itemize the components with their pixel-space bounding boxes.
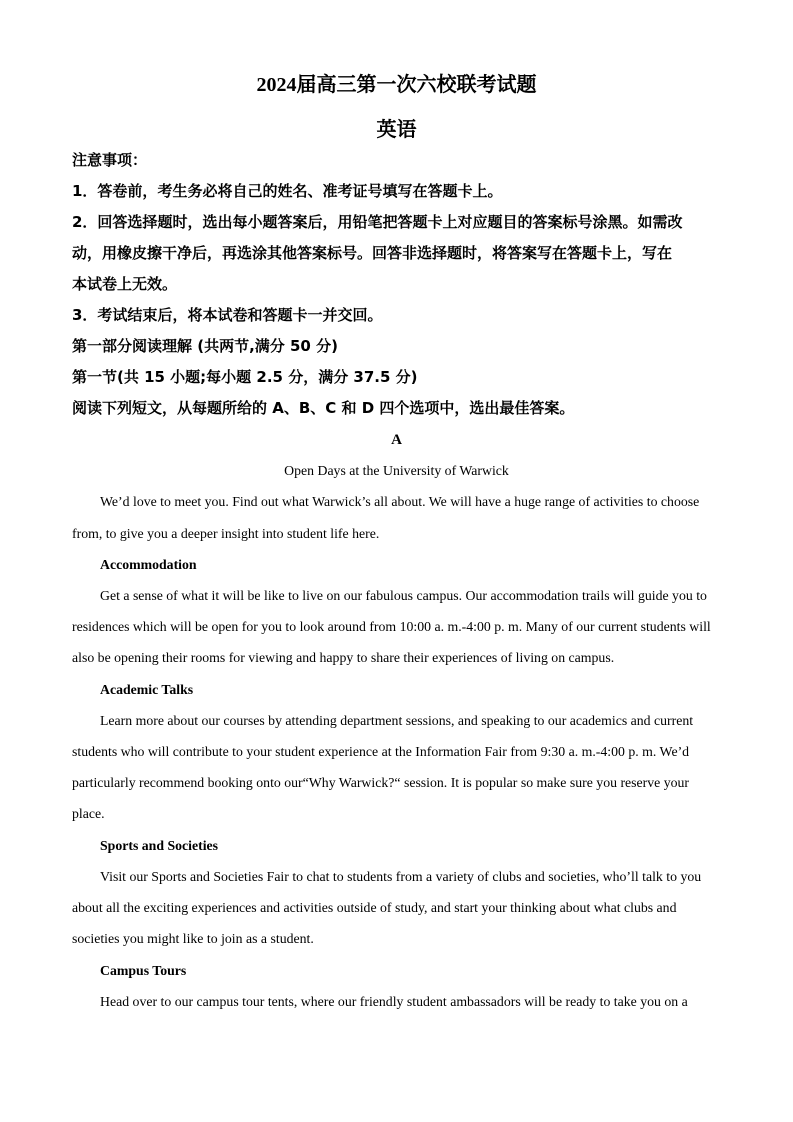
notice-item-2-line-2: 动，用橡皮擦干净后，再选涂其他答案标号。回答非选择题时，将答案写在答题卡上，写在 (72, 244, 673, 262)
intro-line-2: from, to give you a deeper insight into student life here. (72, 526, 380, 541)
notice-item-3: 3．考试结束后，将本试卷和答题卡一并交回。 (72, 306, 383, 324)
heading-sports-societies: Sports and Societies (100, 838, 219, 853)
heading-campus-tours: Campus Tours (100, 963, 187, 978)
accommodation-line-1: Get a sense of what it will be like to live on our fabulous campus. Our accommodation trails will guide you to (100, 588, 707, 603)
notice-item-2-line-1: 2．回答选择题时，选出每小题答案后，用铅笔把答题卡上对应题目的答案标号涂黑。如需改 (72, 213, 683, 231)
intro-line-1: We’d love to meet you. Find out what Warwick’s all about. We will have a huge range of activities to choose (100, 494, 700, 509)
passage-letter: A (391, 432, 402, 448)
campus-tours-line-1: Head over to our campus tour tents, where our friendly student ambassadors will be ready to take you on a (100, 994, 688, 1009)
academic-line-4: place. (72, 806, 105, 821)
notice-item-2-line-3: 本试卷上无效。 (72, 275, 178, 293)
reading-instruction: 阅读下列短文，从每题所给的 A、B、C 和 D 四个选项中，选出最佳答案。 (72, 399, 575, 417)
academic-line-1: Learn more about our courses by attending department sessions, and speaking to our academics and current (100, 713, 694, 728)
notice-item-1: 1．答卷前，考生务必将自己的姓名、准考证号填写在答题卡上。 (72, 182, 503, 200)
passage-title: Open Days at the University of Warwick (284, 463, 509, 478)
academic-line-3: particularly recommend booking onto our“Why Warwick?“ session. It is popular so make sure you reserve your (72, 775, 690, 790)
sports-line-1: Visit our Sports and Societies Fair to chat to students from a variety of clubs and societies, who’ll talk to you (100, 869, 702, 884)
sports-line-3: societies you might like to join as a student. (72, 931, 314, 946)
exam-title: 2024届高三第一次六校联考试题 (256, 74, 537, 96)
academic-line-2: students who will contribute to your student experience at the Information Fair from 9:30 a. m.-4:00 p. m. We’d (72, 744, 690, 759)
accommodation-line-2: residences which will be open for you to look around from 10:00 a. m.-4:00 p. m. Many of our current students will (72, 619, 711, 634)
sports-line-2: about all the exciting experiences and activities outside of study, and start your thinking about what clubs and (72, 900, 677, 915)
section-1-heading: 第一节(共 15 小题;每小题 2.5 分，满分 37.5 分) (72, 368, 418, 386)
exam-subject: 英语 (376, 119, 417, 141)
heading-academic-talks: Academic Talks (100, 682, 194, 697)
accommodation-line-3: also be opening their rooms for viewing and happy to share their experiences of living on campus. (72, 650, 615, 665)
part-1-heading: 第一部分阅读理解 (共两节,满分 50 分) (72, 337, 338, 355)
heading-accommodation: Accommodation (100, 557, 197, 572)
notice-heading: 注意事项： (72, 151, 148, 169)
